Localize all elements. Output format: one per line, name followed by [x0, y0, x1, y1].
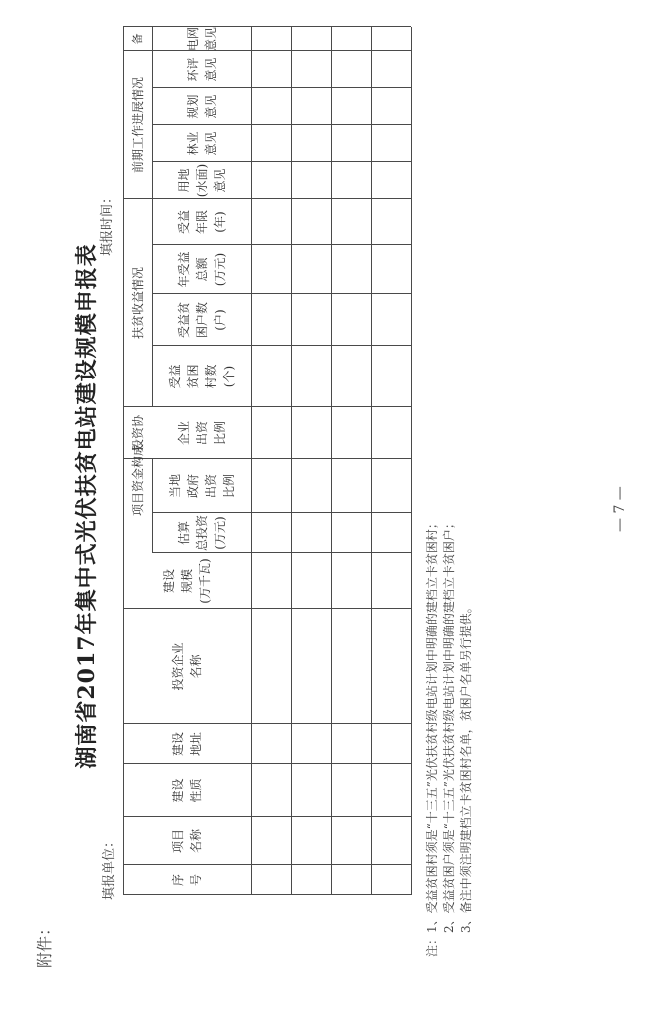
attachment-label: 附件： — [35, 919, 54, 968]
header-build-address: 建设 地址 — [171, 732, 203, 757]
note-line: 2、受益贫困户须是“十三五”光伏扶贫村级电站计划中明确的建档立卡贫困户； — [442, 517, 456, 933]
header-benefit-years: 受益 年限 (年) — [176, 210, 227, 235]
notes-block — [424, 517, 475, 957]
header-annual-income: 年受益 总额 (万元) — [176, 251, 227, 288]
header-local-gov-ratio: 当地 政府 出资 比例 — [167, 474, 236, 499]
header-eia-opinion: 环评 意见 — [185, 57, 218, 82]
header-prework-group: 前期工作进展情况 — [130, 77, 145, 174]
header-land-opinion: 用地 (水面) 意见 — [176, 163, 227, 198]
header-benefit-group: 扶贫收益情况 — [130, 267, 145, 340]
header-beneficiary-households: 受益贫 困户数 (户) — [176, 302, 227, 339]
header-beneficiary-villages: 受益 贫困 村数 (个) — [167, 364, 236, 389]
header-seq: 序 号 — [171, 874, 203, 887]
note-line: 3、备注中须注明建档立卡贫困村名单，贫困户名单另行提供。 — [459, 601, 473, 933]
header-build-scale: 建设 规模 (万千瓦) — [162, 558, 212, 604]
header-remarks: 备 — [130, 33, 144, 45]
header-funding-group: 项目资金构成 — [130, 444, 145, 517]
note-line: 注：1、受益贫困村须是“十三五”光伏扶贫村级电站计划中明确的建档立卡贫困村； — [425, 517, 439, 957]
header-enterprise-ratio: 企业 出资 比例 — [176, 421, 227, 446]
header-investment-agreement: 投资协 — [130, 415, 145, 452]
header-grid-opinion: 电网 意见 — [185, 26, 218, 51]
header-project-name: 项目 名称 — [171, 829, 203, 854]
document-title: 湖南省2017年集中式光伏扶贫电站建设规模申报表 — [74, 243, 100, 769]
fill-time-label: 填报时间： — [100, 190, 115, 256]
filler-unit-label: 填报单位： — [102, 834, 117, 900]
header-investor-name: 投资企业 名称 — [171, 642, 203, 691]
header-forestry-opinion: 林业 意见 — [185, 131, 218, 156]
header-planning-opinion: 规划 意见 — [185, 94, 218, 119]
page-number: — 7 — — [612, 486, 628, 532]
header-estimated-investment: 估算 总投资 (万元) — [176, 515, 227, 552]
header-build-nature: 建设 性质 — [171, 778, 203, 803]
